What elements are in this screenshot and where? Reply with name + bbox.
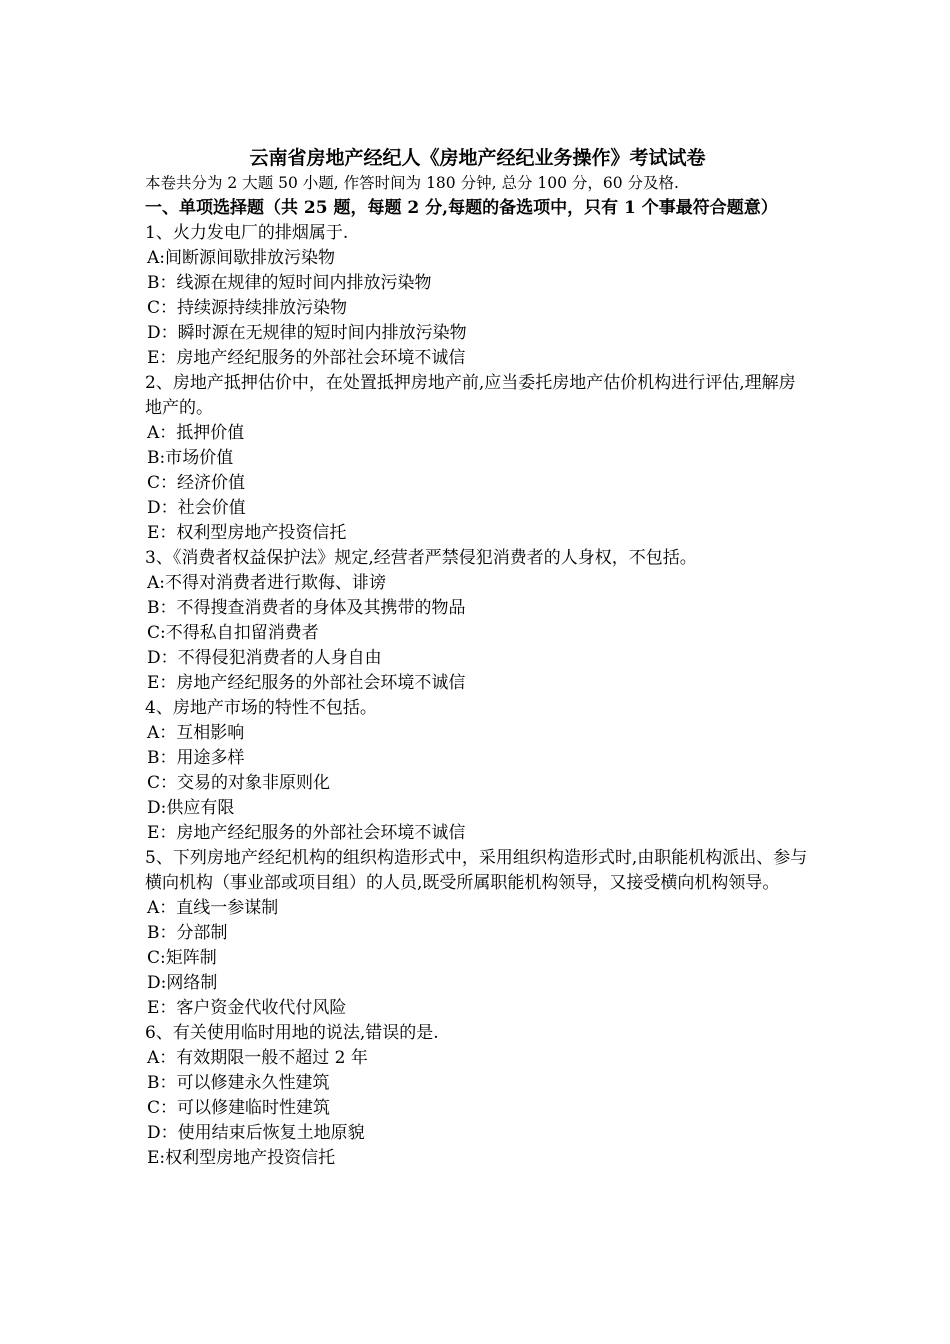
option-b: B：可以修建永久性建筑	[147, 1073, 330, 1093]
option-e: E：房地产经纪服务的外部社会环境不诚信	[147, 348, 466, 368]
option-a: A：抵押价值	[147, 423, 245, 443]
option-a: A：互相影响	[147, 723, 245, 743]
option-e: E：客户资金代收代付风险	[147, 998, 347, 1018]
question-text: 4、房地产市场的特性不包括。	[145, 698, 377, 718]
question-text: 5、下列房地产经纪机构的组织构造形式中，采用组织构造形式时,由职能机构派出、参与横向机构（事业部或项目组）的人员,既受所属职能机构领导，又接受横向机构领导。	[145, 848, 808, 893]
option-a: A：有效期限一般不超过 2 年	[147, 1048, 368, 1068]
question-block-4	[145, 696, 810, 846]
option-e: E：权利型房地产投资信托	[147, 523, 347, 543]
question-block-5	[145, 846, 810, 1021]
question-text: 1、火力发电厂的排烟属于.	[145, 223, 349, 243]
option-d: D：使用结束后恢复土地原貌	[147, 1123, 365, 1143]
option-d: D：社会价值	[147, 498, 246, 518]
option-d: D：不得侵犯消费者的人身自由	[147, 648, 382, 668]
question-block-3	[145, 546, 810, 696]
question-block-2	[145, 371, 810, 546]
section-heading: 一、单项选择题（共 25 题，每题 2 分,每题的备选项中，只有 1 个事最符合题意）	[145, 198, 778, 218]
question-text: 2、房地产抵押估价中，在处置抵押房地产前,应当委托房地产估价机构进行评估,理解房地产的。	[145, 373, 796, 418]
question-block-6	[145, 1021, 810, 1171]
option-b: B:市场价值	[147, 448, 234, 468]
option-b: B：分部制	[147, 923, 228, 943]
option-b: B：线源在规律的短时间内排放污染物	[147, 273, 432, 293]
exam-intro: 本卷共分为 2 大题 50 小题, 作答时间为 180 分钟, 总分 100 分，60 分及格.	[145, 174, 679, 192]
option-c: C：经济价值	[147, 473, 246, 493]
option-c: C：可以修建临时性建筑	[147, 1098, 331, 1118]
option-e: E：房地产经纪服务的外部社会环境不诚信	[147, 673, 466, 693]
option-c: C:矩阵制	[147, 948, 217, 968]
option-d: D:网络制	[147, 973, 218, 993]
option-c: C：交易的对象非原则化	[147, 773, 331, 793]
option-a: A:间断源间歇排放污染物	[147, 248, 336, 268]
option-d: D：瞬时源在无规律的短时间内排放污染物	[147, 323, 467, 343]
option-c: C:不得私自扣留消费者	[147, 623, 319, 643]
option-b: B：用途多样	[147, 748, 245, 768]
question-block-1	[145, 221, 810, 371]
option-e: E：房地产经纪服务的外部社会环境不诚信	[147, 823, 466, 843]
option-b: B：不得搜查消费者的身体及其携带的物品	[147, 598, 466, 618]
document-title: 云南省房地产经纪人《房地产经纪业务操作》考试试卷	[249, 147, 706, 169]
question-text: 3、《消费者权益保护法》规定,经营者严禁侵犯消费者的人身权，不包括。	[145, 548, 697, 568]
document-content	[145, 145, 810, 1171]
question-text: 6、有关使用临时用地的说法,错误的是.	[145, 1023, 439, 1043]
option-c: C：持续源持续排放污染物	[147, 298, 348, 318]
option-a: A:不得对消费者进行欺侮、诽谤	[147, 573, 387, 593]
option-d: D:供应有限	[147, 798, 235, 818]
option-a: A：直线一参谋制	[147, 898, 279, 918]
option-e: E:权利型房地产投资信托	[147, 1148, 336, 1168]
